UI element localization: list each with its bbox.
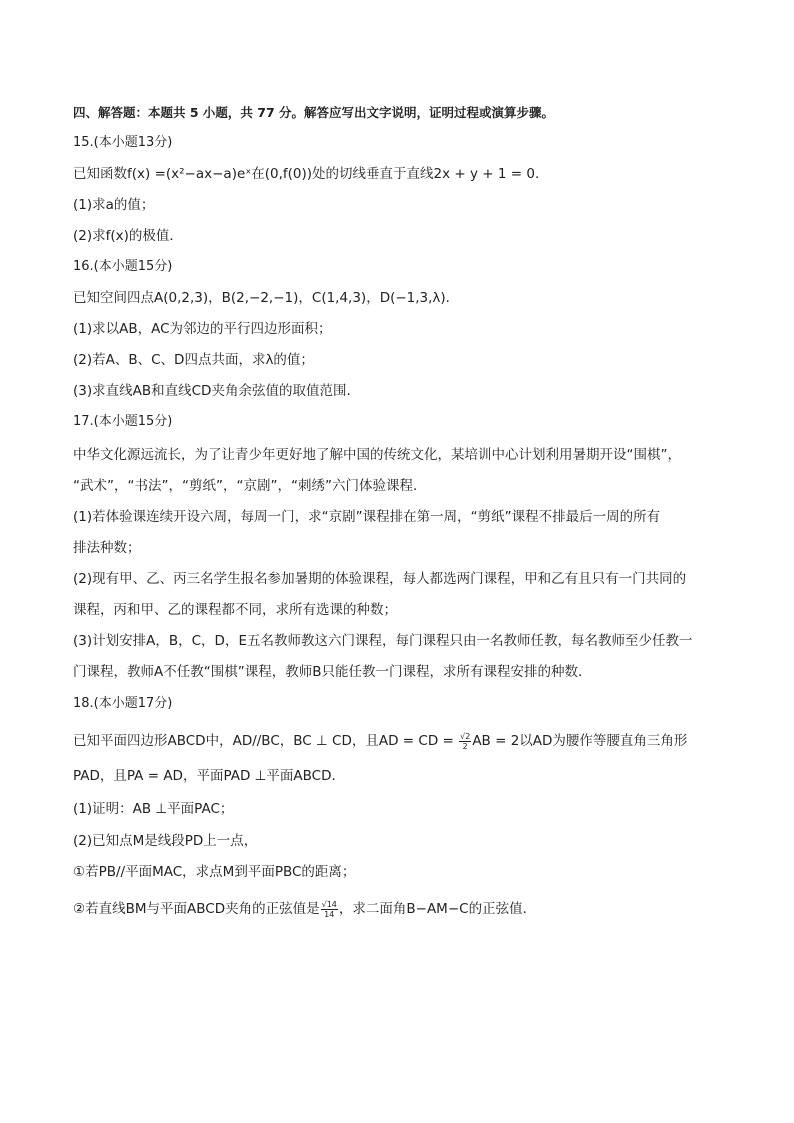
problem-17-part-3-line-2: 门课程，教师A不任教“围棋”课程，教师B只能任教一门课程，求所有课程安排的种数． [73,664,592,680]
fraction-sqrt2-over-2 [459,732,471,751]
problem-16-stem: 已知空间四点A(0,2,3)，B(2,−2,−1)，C(1,4,3)，D(−1,3,λ)． [73,290,460,306]
problem-16-title: 16.(本小题15分) [73,259,173,274]
problem-16-part-1: (1)求以AB，AC为邻边的平行四边形面积； [73,321,332,337]
problem-18-stem-text-a: 已知平面四边形ABCD中，AD//BC，BC ⊥ CD，且AD = CD = [73,733,459,749]
fraction-numerator: √14 [321,899,337,909]
fraction-sqrt14-over-14 [321,900,338,919]
section-header: 四、解答题：本题共 5 小题，共 77 分。解答应写出文字说明，证明过程或演算步骤。 [73,105,555,120]
problem-15-part-1: (1)求a的值； [73,197,155,213]
problem-17-title: 17.(本小题15分) [73,414,173,429]
problem-18-title: 18.(本小题17分) [73,696,173,711]
fraction-denominator: 2 [462,741,468,751]
problem-17-part-2-line-2: 课程，丙和甲、乙的课程都不同，求所有选课的种数； [73,602,397,618]
problem-17-part-1-line-2: 排法种数； [73,540,141,556]
problem-15-part-2: (2)求f(x)的极值． [73,228,183,244]
problem-17-stem-line-1: 中华文化源远流长，为了让青少年更好地了解中国的传统文化，某培训中心计划利用暑期开设“围棋”， [73,447,681,463]
problem-18-stem-line-1 [73,731,733,751]
problem-18-part-1: (1)证明：AB ⊥平面PAC； [73,801,234,817]
fraction-numerator: √2 [460,731,471,741]
problem-16-part-2: (2)若A、B、C、D四点共面，求λ的值； [73,352,314,368]
problem-18-part-2: (2)已知点M是线段PD上一点， [73,833,258,849]
problem-16-part-3: (3)求直线AB和直线CD夹角余弦值的取值范围． [73,383,360,399]
problem-18-sub-2-text-b: ，求二面角B−AM−C的正弦值． [338,901,537,917]
problem-18-stem-text-b: AB = 2以AD为腰作等腰直角三角形 [472,733,688,749]
problem-17-part-1-line-1: (1)若体验课连续开设六周，每周一门，求“京剧”课程排在第一周，“剪纸”课程不排最后一周的所有 [73,509,661,525]
problem-18-part-2-sub-2 [73,899,733,919]
problem-17-stem-line-2: “武术”，“书法”，“剪纸”，“京剧”，“刺绣”六门体验课程． [73,478,427,494]
problem-17-part-2-line-1: (2)现有甲、乙、丙三名学生报名参加暑期的体验课程，每人都选两门课程，甲和乙有且只有一门共同的 [73,571,687,587]
fraction-denominator: 14 [324,909,335,919]
problem-15-stem: 已知函数f(x) =(x²−ax−a)eˣ在(0,f(0))处的切线垂直于直线2x + y + 1 = 0． [73,166,549,182]
problem-17-part-3-line-1: (3)计划安排A，B，C，D，E五名教师教这六门课程，每门课程只由一名教师任教，每名教师至少任教一 [73,633,693,649]
problem-15-title: 15.(本小题13分) [73,135,173,150]
problem-18-sub-2-text-a: ②若直线BM与平面ABCD夹角的正弦值是 [73,901,320,917]
problem-18-stem-line-2: PAD，且PA = AD，平面PAD ⊥平面ABCD． [73,768,345,784]
problem-18-part-2-sub-1: ①若PB//平面MAC，求点M到平面PBC的距离； [73,864,356,880]
